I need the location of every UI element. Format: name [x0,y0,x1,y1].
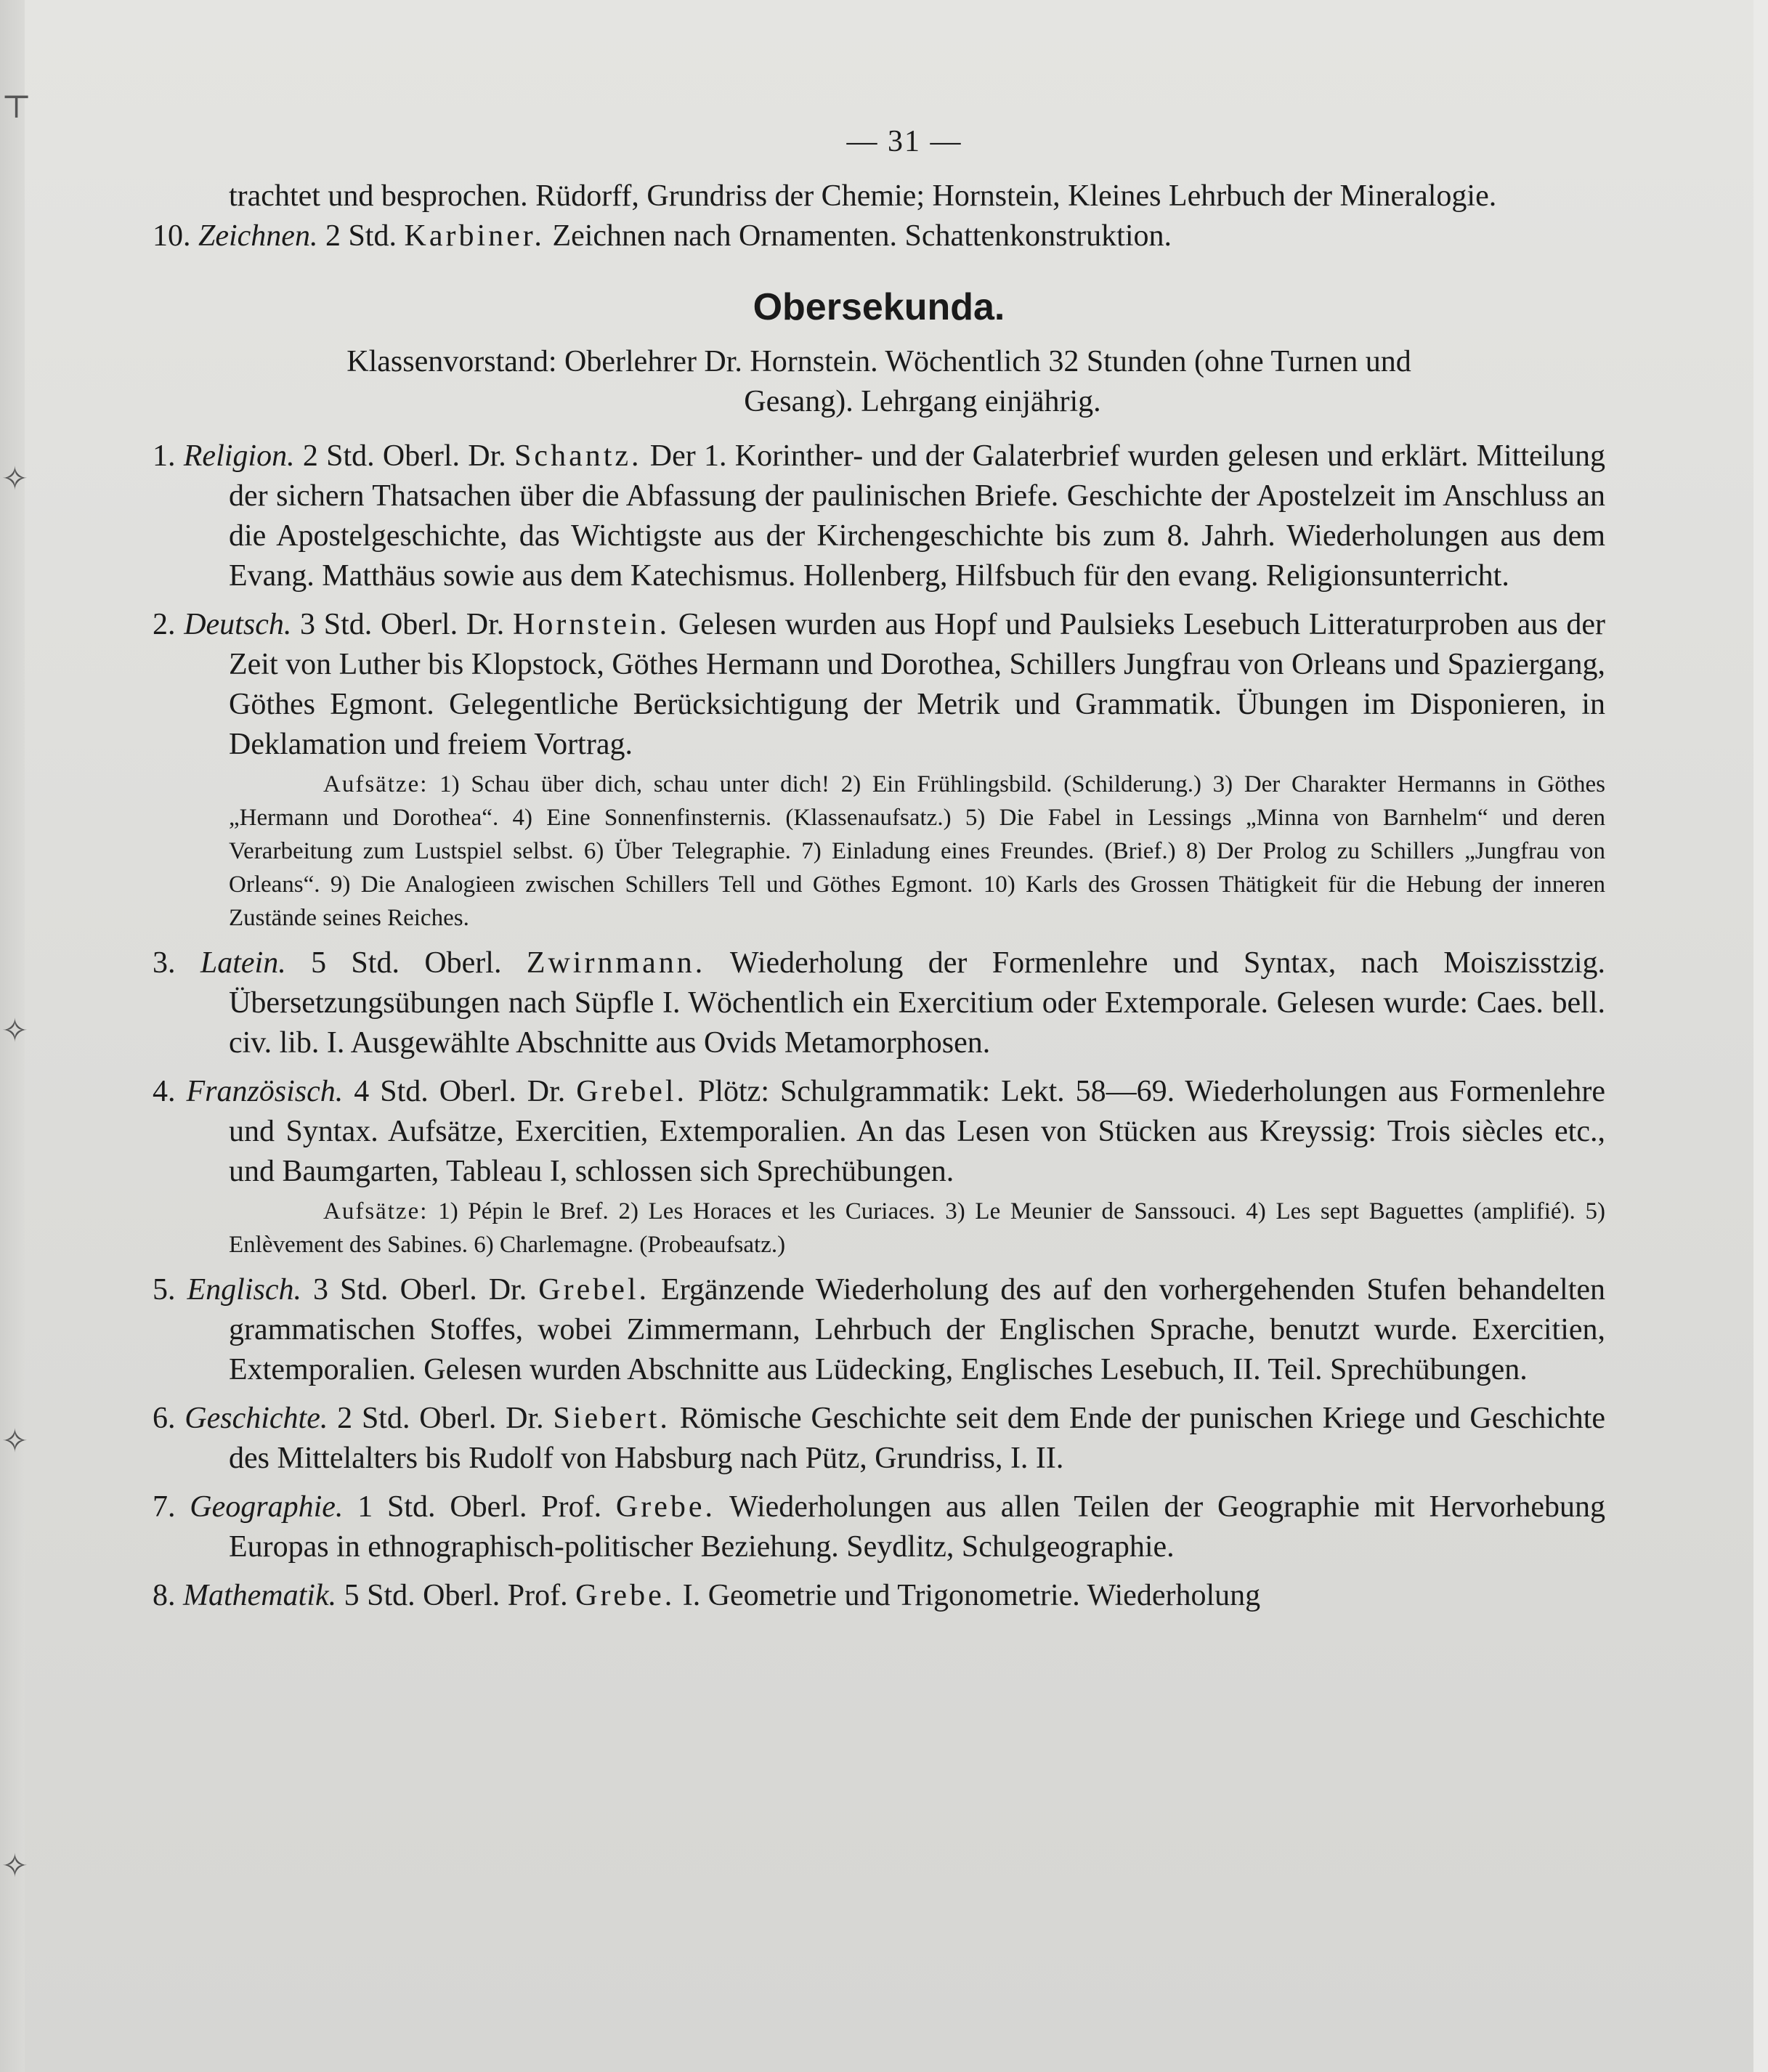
subject-entry [153,1072,1605,1192]
class-info [153,342,1605,422]
entry-text: Römische Geschichte seit dem Ende der punischen Kriege und Geschichte des Mittelalters bis Rudolf von Habsburg nach Pütz, Grundriss, I. II. [229,1402,1605,1475]
entry-hours: 3 Std. [313,1273,389,1307]
entry-text: Wiederholung der Formenlehre und Syntax, nach Moiszisstzig. Übersetzungsübungen nach Süpfle I. Wöchentlich ein Exercitium oder Extemporale. Gelesen wurde: Caes. bell. civ. lib. I. Ausgewählte Abschnitte aus Ovids Metamorphosen. [229,946,1606,1060]
entry-teacher: Grebe. [575,1579,676,1612]
entry-text: Wiederholungen aus allen Teilen der Geographie mit Hervorhebung Europas in ethnographisch-politischer Beziehung. Seydlitz, Schulgeographie. [229,1490,1606,1564]
entry-text: Ergänzende Wiederholung des auf den vorhergehenden Stufen behandelten grammatischen Stoffes, wobei Zimmermann, Lehrbuch der Englischen Sprache, benutzt wurde. Exercitien, Extemporalien. Gelesen wurden Abschnitte aus Lüdecking, Englisches Lesebuch, II. Teil. Sprechübungen. [229,1273,1606,1386]
entry-subject: Geschichte. [184,1402,328,1435]
entry-text: Der 1. Korinther- und der Galaterbrief wurden gelesen und erklärt. Mitteilung der sichern Thatsachen über die Abfassung der paulinischen Briefe. Geschichte der Apostelzeit im Anschluss an die Apostelgeschichte, das Wichtigste aus der Kirchengeschichte bis zum 8. Jahrh. Wiederholungen aus dem Evang. Matthäus sowie aus dem Katechismus. Hollenberg, Hilfsbuch für den evang. Religionsunterricht. [229,439,1606,593]
binding-mark-icon: ✧ [1,1848,28,1885]
binding-mark-icon: ✧ [1,1012,28,1049]
entry-subject: Zeichnen. [198,219,318,253]
binding-mark-icon: ✧ [1,460,28,497]
entry-subject: Mathematik. [183,1579,337,1612]
entry-hours: 2 Std. [325,219,397,253]
subject-entry [153,605,1605,765]
binding-mark-icon: ✧ [1,1423,28,1460]
page-number: — 31 — [846,125,962,158]
entry-number: 3. [153,946,176,980]
entry-teacher: Zwirnmann. [526,946,706,980]
entry-teacher: Hornstein. [513,608,670,641]
entry-teacher-title: Oberl. Prof. [423,1579,568,1612]
entry-teacher: Grebe. [615,1490,715,1524]
entry-subject: Deutsch. [184,608,292,641]
entry-number: 4. [153,1075,176,1108]
entry-text: I. Geometrie und Trigonometrie. Wiederholung [682,1579,1261,1612]
entry-number: 10. [153,219,191,253]
entry-subject: Englisch. [187,1273,301,1307]
entry-teacher: Grebel. [538,1273,650,1307]
page-right-edge [1753,0,1768,2072]
entry-text: Gelesen wurden aus Hopf und Paulsieks Lesebuch Litteraturproben aus der Zeit von Luther bis Klopstock, Göthes Hermann und Dorothea, Schillers Jungfrau von Orleans und Spaziergang, Göthes Egmont. Gelegentliche Berücksichtigung der Metrik und Grammatik. Übungen im Disponieren, in Deklamation und freiem Vortrag. [229,608,1606,761]
essay-label: Aufsätze: [323,771,429,797]
essay-list [229,768,1605,935]
entry-subject: Französisch. [186,1075,344,1108]
essay-label: Aufsätze: [323,1198,429,1224]
entry-number: 1. [153,439,176,473]
entry-teacher-title: Oberl. Dr. [439,1075,566,1108]
entry-teacher: Schantz. [514,439,642,473]
page-text [153,122,1605,1616]
subject-entry [153,1576,1605,1616]
essay-text: 1) Schau über dich, schau unter dich! 2) Ein Frühlingsbild. (Schilderung.) 3) Der Charakter Hermanns in Göthes „Hermann und Dorothea“. 4) Eine Sonnenfinsternis. (Klassenaufsatz.) 5) Die Fabel in Lessings „Minna von Barnhelm“ und deren Verarbeitung zum Lustspiel selbst. 6) Über Telegraphie. 7) Einladung eines Freundes. (Brief.) 8) Der Prolog zu Schillers „Jungfrau von Orleans“. 9) Die Analogieen zwischen Schillers Tell und Göthes Egmont. 10) Karls des Grossen Thätigkeit für die Hebung der inneren Zustände seines Reiches. [229,771,1605,931]
subject-entry [153,1270,1605,1390]
entry-teacher: Siebert. [553,1402,670,1435]
entry-number: 2. [153,608,176,641]
section-title: Obersekunda. [753,286,1005,328]
subject-entry [153,1487,1605,1567]
entry-hours: 5 Std. [344,1579,415,1612]
subject-entry [153,436,1605,596]
entry-hours: 4 Std. [354,1075,429,1108]
entry-text: Plötz: Schulgrammatik: Lekt. 58—69. Wiederholungen aus Formenlehre und Syntax. Aufsätze, Exercitien, Extemporalien. An das Lesen von Stücken aus Kreyssig: Trois siècles etc., und Baumgarten, Tableau I, schlossen sich Sprechübungen. [229,1075,1605,1188]
entry-hours: 1 Std. [357,1490,436,1524]
entry-teacher-title: Oberl. Dr. [400,1273,527,1307]
entry-number: 8. [153,1579,176,1612]
entry-teacher-title: Oberl. [424,946,502,980]
entry-text: Zeichnen nach Ornamenten. Schattenkonstruktion. [552,219,1172,253]
subject-list [153,436,1605,1616]
entry-subject: Religion. [183,439,295,473]
binding-mark-icon: ⊤ [1,89,32,126]
class-info-line-1: Klassenvorstand: Oberlehrer Dr. Hornstein. Wöchentlich 32 Stunden (ohne Turnen und [346,345,1411,378]
entry-number: 5. [153,1273,176,1307]
entry-teacher-title: Oberl. Dr. [380,608,505,641]
entry-number: 6. [153,1402,176,1435]
subject-entry [153,1399,1605,1479]
essay-list [229,1195,1605,1262]
entry-teacher-title: Oberl. Prof. [450,1490,602,1524]
entry-subject: Latein. [200,946,286,980]
entry-hours: 5 Std. [311,946,400,980]
entry-teacher: Grebel. [576,1075,688,1108]
entry-hours: 3 Std. [300,608,373,641]
entry-teacher-title: Oberl. Dr. [382,439,506,473]
essay-text: 1) Pépin le Bref. 2) Les Horaces et les Curiaces. 3) Le Meunier de Sanssouci. 4) Les sept Baguettes (amplifié). 5) Enlèvement des Sabines. 6) Charlemagne. (Probeaufsatz.) [229,1198,1606,1258]
entry-subject: Geographie. [190,1490,344,1524]
class-info-line-2: Gesang). Lehrgang einjährig. [744,385,1101,418]
subject-entry [153,943,1605,1063]
entry-hours: 2 Std. [337,1402,410,1435]
entry-teacher-title: Oberl. Dr. [419,1402,544,1435]
entry-teacher: Karbiner. [404,219,545,253]
zeichnen-entry [153,216,1605,256]
entry-hours: 2 Std. [302,439,375,473]
entry-number: 7. [153,1490,176,1524]
intro-paragraph: trachtet und besprochen. Rüdorff, Grundriss der Chemie; Hornstein, Kleines Lehrbuch der Mineralogie. [229,179,1497,213]
